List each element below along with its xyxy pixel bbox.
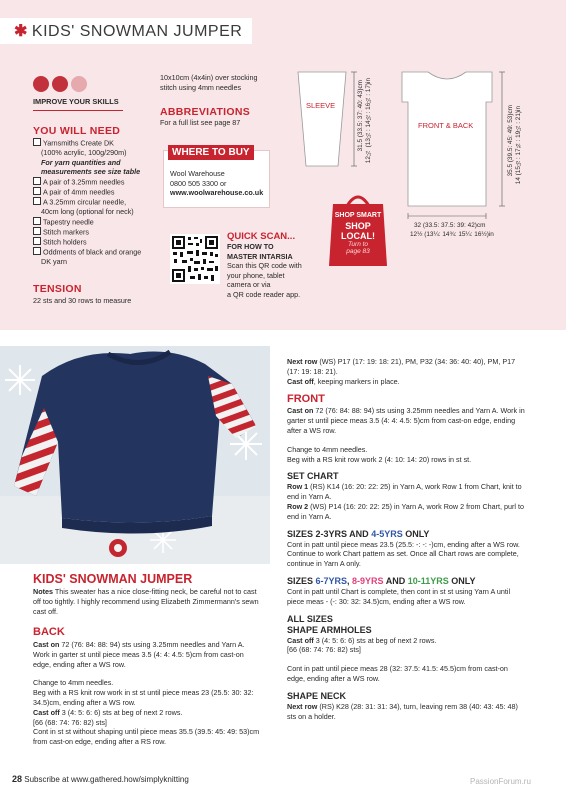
list-item: DK yarn <box>41 257 67 267</box>
all-sizes-heading: ALL SIZES <box>287 613 333 624</box>
you-will-need-heading: YOU WILL NEED <box>33 125 121 137</box>
list-item: A 3.25mm circular needle, <box>33 197 158 207</box>
qr-code[interactable] <box>170 234 220 284</box>
footer <box>12 774 189 784</box>
checkbox-icon <box>33 247 41 255</box>
page-header <box>0 18 252 44</box>
tension-line-3: stitch using 4mm needles <box>160 83 242 92</box>
quick-scan-line-1: Scan this QR code with <box>227 261 302 271</box>
quick-scan-line-3: camera or via <box>227 280 271 290</box>
abbreviations-heading: ABBREVIATIONS <box>160 106 251 118</box>
front-back-label: FRONT & BACK <box>418 121 474 130</box>
checkbox-icon <box>33 177 41 185</box>
set-chart-heading: SET CHART <box>287 471 339 482</box>
body-dimension-in: 14 (15½: 17¾: 19¼: 21)in <box>515 106 522 185</box>
quick-scan-line-2: your phone, tablet <box>227 270 285 280</box>
project-title: KIDS' SNOWMAN JUMPER <box>33 572 193 586</box>
sizes-heading-1: SIZES 2-3YRS AND 4-5YRS ONLY <box>287 528 430 539</box>
shop-smart-line-2: SHOP <box>345 220 371 231</box>
checkbox-icon <box>33 138 41 146</box>
back-instructions: Cast on 72 (76: 84: 88: 94) sts using 3.25mm needles and Yarn A. Work in garter st until piece meas 3.5 (4: 4: 4.5: 5)cm from cast-on edge, ending after a WS row. Change to 4mm needles. Beg with a RS knit row work in st st until piece meas 23 (25.5: 30: 32: 34.5)cm, ending after a WS row. Cast off 3 (4: 5: 6: 6) sts at beg of next 2 rows. [66 (68: 74: 76: 82) sts] Cont in st st without shaping until piece meas 35.5 (39.5: 45: 49: 53)cm from cast-on edge, ending after a RS row. <box>33 640 260 747</box>
tension-heading: TENSION <box>33 283 82 295</box>
notes-label: Notes <box>33 587 53 596</box>
skill-level-icons <box>33 76 90 97</box>
quick-scan-sub-1: FOR HOW TO <box>227 242 274 251</box>
list-item: Stitch holders <box>33 237 158 247</box>
tension-line-1: 22 sts and 30 rows to measure <box>33 296 132 305</box>
materials-list <box>33 138 158 267</box>
sleeve-dimension-cm: 31.5 (33.5: 37: 40: 43)cm <box>357 80 364 152</box>
checkbox-icon <box>33 237 41 245</box>
list-item: 40cm long (optional for neck) <box>41 207 134 217</box>
where-to-buy-heading: WHERE TO BUY <box>168 145 254 160</box>
asterisk-icon: ✱ <box>14 23 28 40</box>
back-heading: BACK <box>33 626 65 638</box>
quick-scan-line-4: a QR code reader app. <box>227 289 301 299</box>
schematic-diagram <box>290 66 530 226</box>
list-item: Oddments of black and orange <box>33 247 158 257</box>
width-dimension-cm: 32 (33.5: 37.5: 39: 42)cm <box>414 222 486 229</box>
shop-url[interactable]: www.woolwarehouse.co.uk <box>170 188 264 198</box>
snowflake-icon <box>5 365 35 395</box>
neck-heading: SHAPE NECK <box>287 690 347 701</box>
tension-line-2: 10x10cm (4x4in) over stocking <box>160 73 258 82</box>
abbreviations-text: For a full list see page 87 <box>160 118 241 127</box>
shop-smart-line-1: SHOP SMART <box>334 212 382 219</box>
checkbox-icon <box>33 197 41 205</box>
list-item: (100% acrylic, 100g/290m) <box>41 148 127 158</box>
body-dimension-cm: 35.5 (39.5: 45: 49: 53)cm <box>507 105 514 177</box>
sleeve-label: SLEEVE <box>306 101 336 110</box>
armholes-heading: SHAPE ARMHOLES <box>287 624 372 635</box>
front-heading: FRONT <box>287 393 325 406</box>
list-item: Yarnsmiths Create DK <box>33 138 158 148</box>
checkbox-icon <box>33 187 41 195</box>
list-item: A pair of 4mm needles <box>33 187 158 197</box>
right-column: Next row (WS) P17 (17: 19: 18: 21), PM, P32 (34: 36: 40: 40), PM, P17 (17: 19: 18: 21). Cast off, keeping markers in place. FRONT Cast on 72 (76: 84: 88: 94) sts using 3.25mm needles and Yarn A. Work in garter st until piece meas 3.5 (4: 4: 4.5: 5)cm from cast-on edge, ending after a WS row. Change to 4mm needles. Beg with a RS knit row work 2 (4: 10: 14: 20) rows in st st. SET CHART Row 1 (RS) K14 (16: 20: 22: 25) in Yarn A, work Row 1 from Chart, knit to end in Yarn A. Row 2 (WS) P14 (16: 20: 22: 25) in Yarn A, work Row 2 from Chart, purl to end in Yarn A. SIZES 2-3YRS AND 4-5YRS ONLY Cont in patt until piece meas 23.5 (25.5: -: -: -)cm, ending after a WS row. Continue to work Chart pattern as set. Once all Chart rows are complete, continue in Yarn A only. SIZES 6-7YRS, 8-9YRS AND 10-11YRS ONLY Cont in patt until Chart is complete, then cont in st st using Yarn A until piece meas - (-: 30: 32: 34.5)cm, ending after a WS row. ALL SIZES SHAPE ARMHOLES Cast off 3 (4: 5: 6: 6) sts at beg of next 2 rows. [66 (68: 74: 76: 82) sts] Cont in patt until piece meas 28 (32: 37.5: 41.5: 45.5)cm from cast-on edge, ending after a WS row. SHAPE NECK Next row (RS) K28 (28: 31: 31: 34), turn, leaving rem 38 (40: 43: 45: 48) sts on a holder. <box>287 357 527 721</box>
shop-smart-line-3: LOCAL! <box>341 230 375 241</box>
quick-scan-sub-2: MASTER INTARSIA <box>227 251 293 261</box>
divider <box>33 110 123 111</box>
quick-scan-heading: QUICK SCAN... <box>227 231 296 242</box>
where-to-buy-box <box>163 147 270 208</box>
yarn-ball-icon <box>33 76 49 92</box>
shop-phone: 0800 505 3300 or <box>170 178 227 188</box>
jumper-photo <box>0 346 270 564</box>
sleeve-dimension-in: 12¼ (13¼: 14½: 16¼: 17)in <box>365 78 372 164</box>
checkbox-icon <box>33 227 41 235</box>
subscribe-link[interactable]: Subscribe at www.gathered.how/simplyknitting <box>24 775 189 784</box>
watermark: PassionForum.ru <box>470 777 531 786</box>
shop-smart-line-4: Turn to <box>347 240 369 248</box>
skills-label: IMPROVE YOUR SKILLS <box>33 97 119 106</box>
list-item: Stitch markers <box>33 227 158 237</box>
list-note: measurements see size table <box>41 167 141 177</box>
width-dimension-in: 12½ (13¼: 14¾: 15¼: 16½)in <box>410 231 494 238</box>
notes-paragraph <box>33 587 261 616</box>
notes-text: This sweater has a nice close-fitting neck, be careful not to cast off too tightly. I highly recommend using Elizabeth Zimmermann's sewn cast off. <box>33 587 259 616</box>
sizes-heading-2: SIZES 6-7YRS, 8-9YRS AND 10-11YRS ONLY <box>287 575 476 586</box>
page-number: 28 <box>12 774 23 784</box>
checkbox-icon <box>33 217 41 225</box>
list-item: A pair of 3.25mm needles <box>33 177 158 187</box>
yarn-ball-icon <box>71 76 87 92</box>
shop-name: Wool Warehouse <box>170 169 225 178</box>
page-title: KIDS' SNOWMAN JUMPER <box>31 23 243 40</box>
list-item: Tapestry needle <box>33 217 158 227</box>
shop-smart-line-5: page 83 <box>346 248 370 255</box>
yarn-ball-icon <box>52 76 68 92</box>
list-note: For yarn quantities and <box>41 157 121 167</box>
